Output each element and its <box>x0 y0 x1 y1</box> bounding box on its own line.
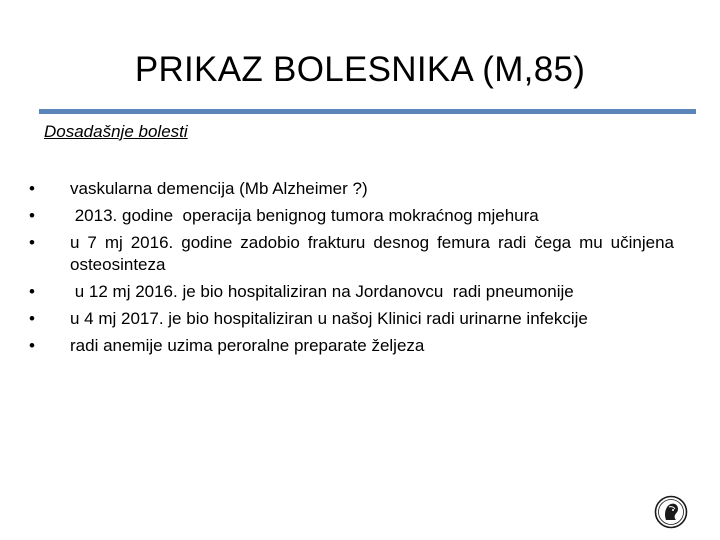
bullet-list <box>24 178 674 362</box>
list-item <box>24 281 674 303</box>
list-item-text: u 4 mj 2017. je bio hospitaliziran u našoj Klinici radi urinarne infekcije <box>70 309 588 328</box>
list-item-text: 2013. godine operacija benignog tumora mokraćnog mjehura <box>70 206 539 225</box>
list-item <box>24 205 674 227</box>
list-item <box>24 308 674 330</box>
bullet-marker: • <box>29 179 35 198</box>
list-item-text: u 12 mj 2016. je bio hospitaliziran na Jordanovcu radi pneumonije <box>70 282 574 301</box>
medical-emblem-icon <box>654 495 688 529</box>
list-item <box>24 232 674 276</box>
bullet-marker: • <box>29 282 35 301</box>
bullet-marker: • <box>29 233 35 252</box>
slide-title: PRIKAZ BOLESNIKA (M,85) <box>134 50 586 89</box>
list-item-text: u 7 mj 2016. godine zadobio frakturu desnog femura radi čega mu učinjena osteosinteza <box>70 233 674 274</box>
list-item-text: vaskularna demencija (Mb Alzheimer ?) <box>70 179 368 198</box>
list-item-text: radi anemije uzima peroralne preparate željeza <box>70 336 425 355</box>
title-divider <box>39 109 696 114</box>
bullet-marker: • <box>29 206 35 225</box>
bullet-marker: • <box>29 309 35 328</box>
bullet-marker: • <box>29 336 35 355</box>
list-item <box>24 335 674 357</box>
list-item <box>24 178 674 200</box>
section-subtitle: Dosadašnje bolesti <box>44 122 188 141</box>
